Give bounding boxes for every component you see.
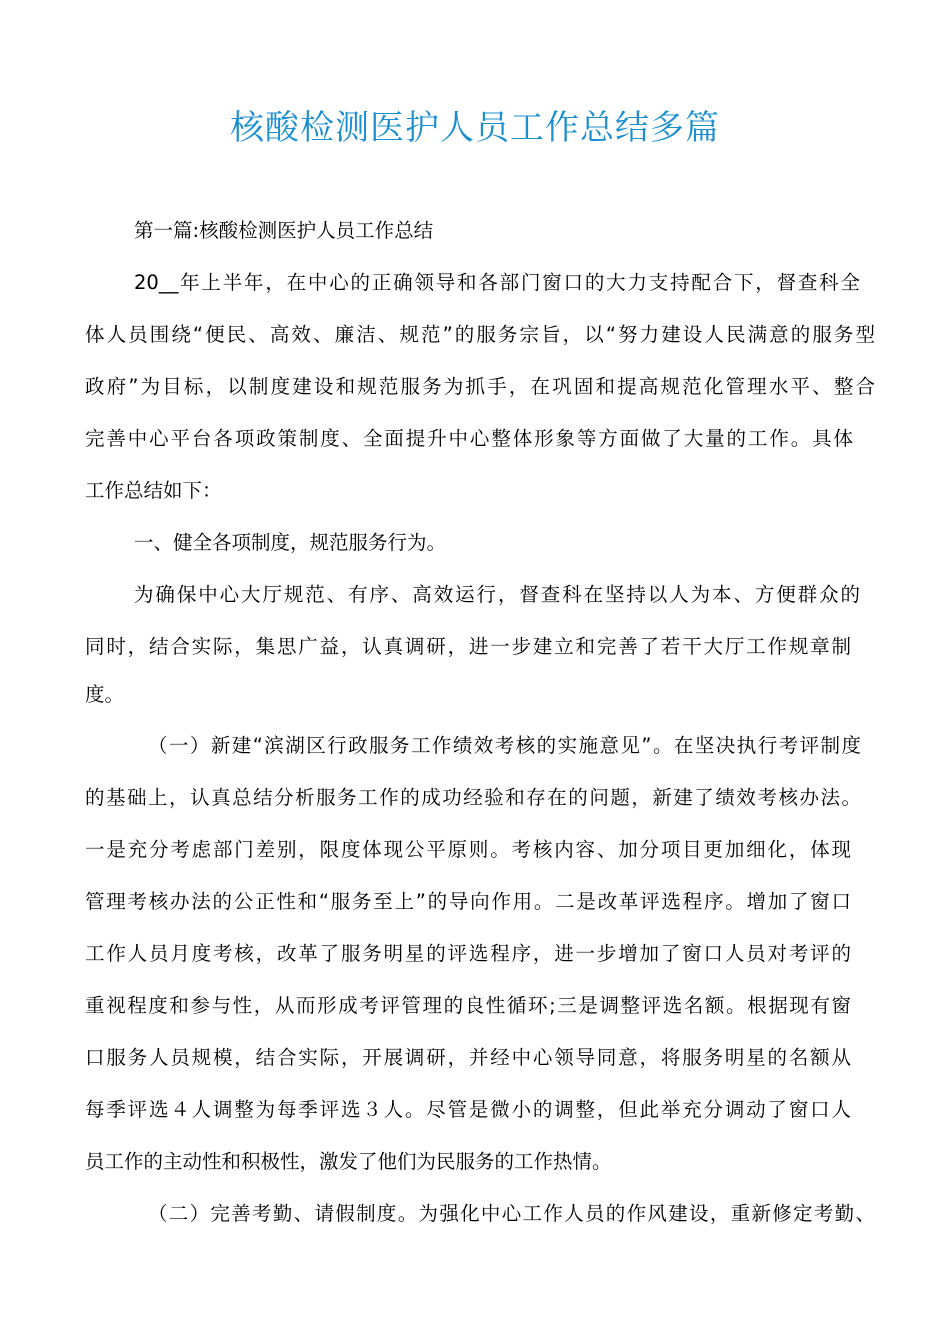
paragraph-line: 一是充分考虑部门差别，限度体现公平原则。考核内容、加分项目更加细化，体现 [85, 838, 851, 861]
paragraph-line: 每季评选４人调整为每季评选３人。尽管是微小的调整，但此举充分调动了窗口人 [85, 1098, 851, 1121]
paragraph-line: 重视程度和参与性，从而形成考评管理的良性循环;三是调整评选名额。根据现有窗 [85, 994, 851, 1017]
paragraph-line: （二）完善考勤、请假制度。为强化中心工作人员的作风建设，重新修定考勤、 [148, 1202, 875, 1225]
paragraph-line: 同时，结合实际，集思广益，认真调研，进一步建立和完善了若干大厅工作规章制 [85, 635, 851, 658]
paragraph-line: 的基础上，认真总结分析服务工作的成功经验和存在的问题，新建了绩效考核办法。 [85, 786, 861, 809]
paragraph-line: 完善中心平台各项政策制度、全面提升中心整体形象等方面做了大量的工作。具体 [85, 427, 853, 450]
paragraph-line: 政府”为目标，以制度建设和规范服务为抓手，在巩固和提高规范化管理水平、整合 [85, 375, 875, 398]
paragraph-line: 管理考核办法的公正性和“服务至上”的导向作用。二是改革评选程序。增加了窗口 [85, 890, 851, 913]
paragraph-line: 体人员围绕“便民、高效、廉洁、规范”的服务宗旨，以“努力建设人民满意的服务型 [85, 323, 875, 346]
paragraph-line: 口服务人员规模，结合实际，开展调研，并经中心领导同意，将服务明星的名额从 [85, 1046, 851, 1069]
paragraph-line: （一）新建“滨湖区行政服务工作绩效考核的实施意见”。在坚决执行考评制度 [148, 734, 861, 757]
paragraph-line: 为确保中心大厅规范、有序、高效运行，督查科在坚持以人为本、方便群众的 [134, 583, 860, 606]
section-heading: 第一篇:核酸检测医护人员工作总结 [134, 219, 434, 242]
paragraph-line: 20__年上半年，在中心的正确领导和各部门窗口的大力支持配合下，督查科全 [134, 271, 860, 294]
document-title: 核酸检测医护人员工作总结多篇 [230, 108, 720, 148]
paragraph-line: 工作人员月度考核，改革了服务明星的评选程序，进一步增加了窗口人员对考评的 [85, 942, 851, 965]
paragraph-line: 员工作的主动性和积极性，激发了他们为民服务的工作热情。 [85, 1150, 612, 1173]
paragraph-line: 工作总结如下： [85, 479, 222, 502]
paragraph-line: 度。 [85, 683, 125, 706]
section-heading: 一、健全各项制度，规范服务行为。 [134, 531, 447, 554]
